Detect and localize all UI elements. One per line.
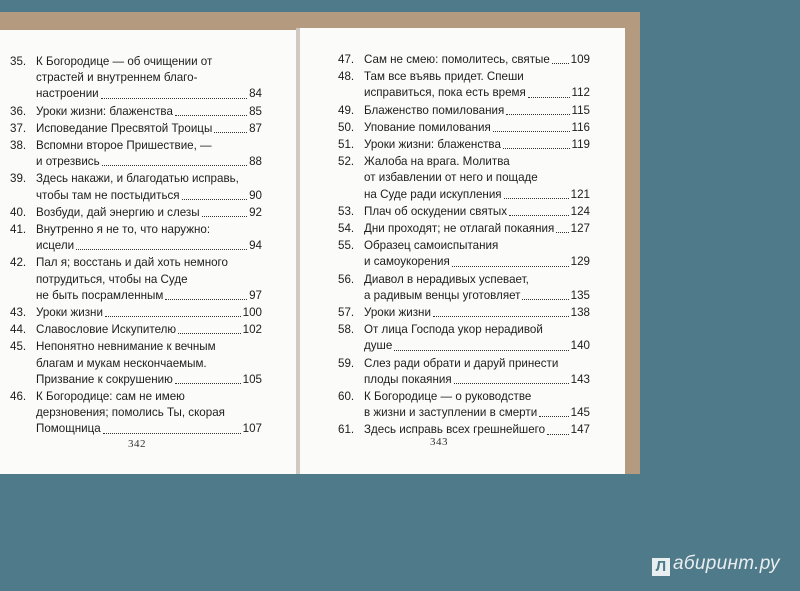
entry-title-line: Непонятно невнимание к вечным xyxy=(36,340,216,354)
entry-title-line: К Богородице — о руководстве xyxy=(364,390,532,404)
dot-leader xyxy=(503,148,570,149)
toc-entry xyxy=(338,221,590,238)
dot-leader xyxy=(202,216,248,217)
dot-leader xyxy=(504,198,569,199)
entry-title-line: Плач об оскудении святых xyxy=(364,204,508,218)
entry-page-number: 121 xyxy=(570,187,590,201)
toc-entry xyxy=(0,339,262,389)
entry-page-number: 92 xyxy=(249,205,262,219)
dot-leader xyxy=(214,132,247,133)
toc-entry xyxy=(0,305,262,322)
toc-entry xyxy=(0,222,262,255)
entry-page-number: 138 xyxy=(570,306,590,320)
entry-title-line: От лица Господа укор нерадивой xyxy=(364,323,543,337)
entry-page-number: 87 xyxy=(249,121,262,135)
toc-entry xyxy=(338,305,590,322)
entry-number: 60. xyxy=(338,390,355,404)
entry-title-line: Помощница xyxy=(36,422,101,436)
entry-title-line: К Богородице: сам не имею xyxy=(36,390,185,404)
dot-leader xyxy=(175,115,247,116)
entry-title-line: Жалоба на врага. Молитва xyxy=(364,155,510,169)
entry-page-number: 85 xyxy=(249,104,262,118)
entry-number: 46. xyxy=(10,390,27,404)
entry-title-line: Уроки жизни: блаженства xyxy=(36,104,173,118)
dot-leader xyxy=(552,63,569,64)
entry-title-line: настроении xyxy=(36,87,99,101)
entry-page-number: 97 xyxy=(249,288,262,302)
toc-entry xyxy=(338,52,590,69)
dot-leader xyxy=(547,434,569,435)
dot-leader xyxy=(528,97,570,98)
entry-title-line: а радивым венцы уготовляет xyxy=(364,288,521,302)
entry-title-line: исправиться, пока есть время xyxy=(364,86,526,100)
toc-entry xyxy=(338,389,590,422)
entry-page-number: 107 xyxy=(242,422,262,436)
entry-title-line: Уроки жизни xyxy=(36,306,103,320)
toc-entry xyxy=(0,389,262,439)
entry-number: 51. xyxy=(338,138,355,152)
entry-page-number: 116 xyxy=(571,120,590,134)
book-spread xyxy=(0,12,640,474)
entry-title-line: Сам не смею: помолитесь, святые xyxy=(364,53,550,66)
entry-title-line: Диавол в нерадивых успевает, xyxy=(364,272,529,286)
dot-leader xyxy=(522,299,568,300)
entry-number: 53. xyxy=(338,204,355,218)
entry-page-number: 143 xyxy=(570,372,590,386)
entry-number: 43. xyxy=(10,306,27,320)
entry-page-number: 94 xyxy=(249,239,262,253)
toc-entry xyxy=(338,154,590,204)
entry-title-line: Образец самоиспытания xyxy=(364,239,499,253)
entry-title-line: Уроки жизни: блаженства xyxy=(364,138,501,152)
dot-leader xyxy=(103,433,241,434)
entry-number: 47. xyxy=(338,53,355,66)
entry-number: 58. xyxy=(338,323,355,337)
entry-number: 59. xyxy=(338,356,355,370)
entry-page-number: 109 xyxy=(570,53,590,66)
toc-entry xyxy=(0,205,262,222)
entry-title-line: дерзновения; помолись Ты, скорая xyxy=(36,406,225,420)
toc-entry xyxy=(338,69,590,102)
entry-title-line: Вспомни второе Пришествие, — xyxy=(36,139,212,153)
entry-page-number: 88 xyxy=(249,155,262,169)
table-of-contents-left xyxy=(0,54,262,439)
entry-page-number: 140 xyxy=(570,339,590,353)
toc-entry xyxy=(0,138,262,171)
entry-title-line: исцели xyxy=(36,239,75,253)
page-number-left: 342 xyxy=(128,438,146,450)
entry-title-line: на Суде ради искупления xyxy=(364,187,502,201)
dot-leader xyxy=(452,266,569,267)
entry-title-line: Внутренно я не то, что наружно: xyxy=(36,223,211,237)
entry-page-number: 112 xyxy=(571,86,590,100)
toc-entry xyxy=(0,104,262,121)
entry-title-line: Там все въявь придет. Спеши xyxy=(364,70,524,84)
entry-title-line: не быть посрамленным xyxy=(36,288,164,302)
dot-leader xyxy=(101,98,247,99)
entry-page-number: 102 xyxy=(242,323,262,337)
labirint-watermark xyxy=(652,553,780,576)
entry-title-line: плоды покаяния xyxy=(364,372,452,386)
entry-title-line: душе xyxy=(364,339,393,353)
entry-title-line: от избавлении от него и пощаде xyxy=(364,171,538,185)
entry-title-line: Дни проходят; не отлагай покаяния xyxy=(364,222,555,236)
toc-entry xyxy=(0,171,262,204)
entry-number: 55. xyxy=(338,239,355,253)
toc-entry xyxy=(338,103,590,120)
entry-number: 45. xyxy=(10,340,27,354)
entry-page-number: 124 xyxy=(570,204,590,218)
entry-title-line: и самоукорения xyxy=(364,255,450,269)
entry-number: 41. xyxy=(10,223,27,237)
dot-leader xyxy=(182,199,248,200)
dot-leader xyxy=(178,333,241,334)
dot-leader xyxy=(105,316,241,317)
entry-title-line: Славословие Искупителю xyxy=(36,323,177,337)
toc-entry xyxy=(0,322,262,339)
entry-page-number: 119 xyxy=(571,138,590,152)
entry-title-line: Слез ради обрати и даруй принести xyxy=(364,356,559,370)
entry-title-line: Пал я; восстань и дай хоть немного xyxy=(36,256,228,270)
entry-page-number: 129 xyxy=(570,255,590,269)
entry-title-line: Уроки жизни xyxy=(364,306,431,320)
entry-number: 48. xyxy=(338,70,355,84)
toc-entry xyxy=(338,356,590,389)
dot-leader xyxy=(76,249,247,250)
dot-leader xyxy=(493,131,570,132)
entry-number: 61. xyxy=(338,423,355,437)
entry-title-line: потрудиться, чтобы на Суде xyxy=(36,272,188,286)
toc-entry xyxy=(338,238,590,271)
toc-entry xyxy=(338,137,590,154)
entry-page-number: 145 xyxy=(570,406,590,420)
entry-number: 56. xyxy=(338,272,355,286)
entry-page-number: 100 xyxy=(242,306,262,320)
toc-entry xyxy=(338,204,590,221)
entry-title-line: Возбуди, дай энергию и слезы xyxy=(36,205,200,219)
dot-leader xyxy=(454,383,569,384)
toc-entry xyxy=(338,422,590,439)
entry-number: 36. xyxy=(10,104,27,118)
dot-leader xyxy=(102,165,247,166)
entry-page-number: 115 xyxy=(571,103,590,117)
entry-page-number: 135 xyxy=(570,288,590,302)
entry-number: 50. xyxy=(338,120,355,134)
dot-leader xyxy=(539,416,568,417)
toc-entry xyxy=(338,272,590,305)
labirint-logo-icon: Л xyxy=(652,558,670,576)
entry-title-line: Здесь накажи, и благодатью исправь, xyxy=(36,172,239,186)
toc-entry xyxy=(0,255,262,305)
entry-title-line: Упование помилования xyxy=(364,120,491,134)
entry-number: 52. xyxy=(338,155,355,169)
entry-number: 57. xyxy=(338,306,355,320)
toc-entry xyxy=(338,120,590,137)
entry-page-number: 127 xyxy=(570,222,590,236)
dot-leader xyxy=(165,299,247,300)
dot-leader xyxy=(175,383,241,384)
entry-number: 54. xyxy=(338,222,355,236)
toc-entry xyxy=(338,322,590,355)
entry-number: 38. xyxy=(10,139,27,153)
dot-leader xyxy=(433,316,569,317)
right-page xyxy=(300,28,625,474)
entry-page-number: 90 xyxy=(249,188,262,202)
entry-page-number: 105 xyxy=(242,372,262,386)
entry-number: 40. xyxy=(10,205,27,219)
watermark-text: абиринт.ру xyxy=(673,553,780,574)
entry-page-number: 147 xyxy=(570,423,590,437)
entry-title-line: Исповедание Пресвятой Троицы xyxy=(36,121,213,135)
entry-title-line: чтобы там не постыдиться xyxy=(36,188,180,202)
entry-number: 39. xyxy=(10,172,27,186)
toc-entry xyxy=(0,54,262,104)
left-page xyxy=(0,30,296,474)
entry-title-line: благам и мукам нескончаемым. xyxy=(36,356,207,370)
entry-page-number: 84 xyxy=(249,87,262,101)
table-of-contents-right xyxy=(338,52,590,440)
entry-title-line: Здесь исправь всех грешнейшего xyxy=(364,423,546,437)
entry-number: 35. xyxy=(10,55,27,68)
entry-title-line: страстей и внутреннем благо- xyxy=(36,71,198,85)
dot-leader xyxy=(506,114,569,115)
entry-title-line: К Богородице — об очищении от xyxy=(36,55,213,68)
dot-leader xyxy=(394,350,568,351)
entry-number: 44. xyxy=(10,323,27,337)
entry-number: 37. xyxy=(10,121,27,135)
entry-title-line: и отрезвись xyxy=(36,155,100,169)
dot-leader xyxy=(509,215,569,216)
toc-entry xyxy=(0,121,262,138)
entry-title-line: Призвание к сокрушению xyxy=(36,372,173,386)
entry-title-line: в жизни и заступлении в смерти xyxy=(364,406,538,420)
entry-title-line: Блаженство помилования xyxy=(364,103,505,117)
dot-leader xyxy=(556,232,568,233)
page-number-right: 343 xyxy=(430,436,448,448)
entry-number: 42. xyxy=(10,256,27,270)
entry-number: 49. xyxy=(338,103,355,117)
